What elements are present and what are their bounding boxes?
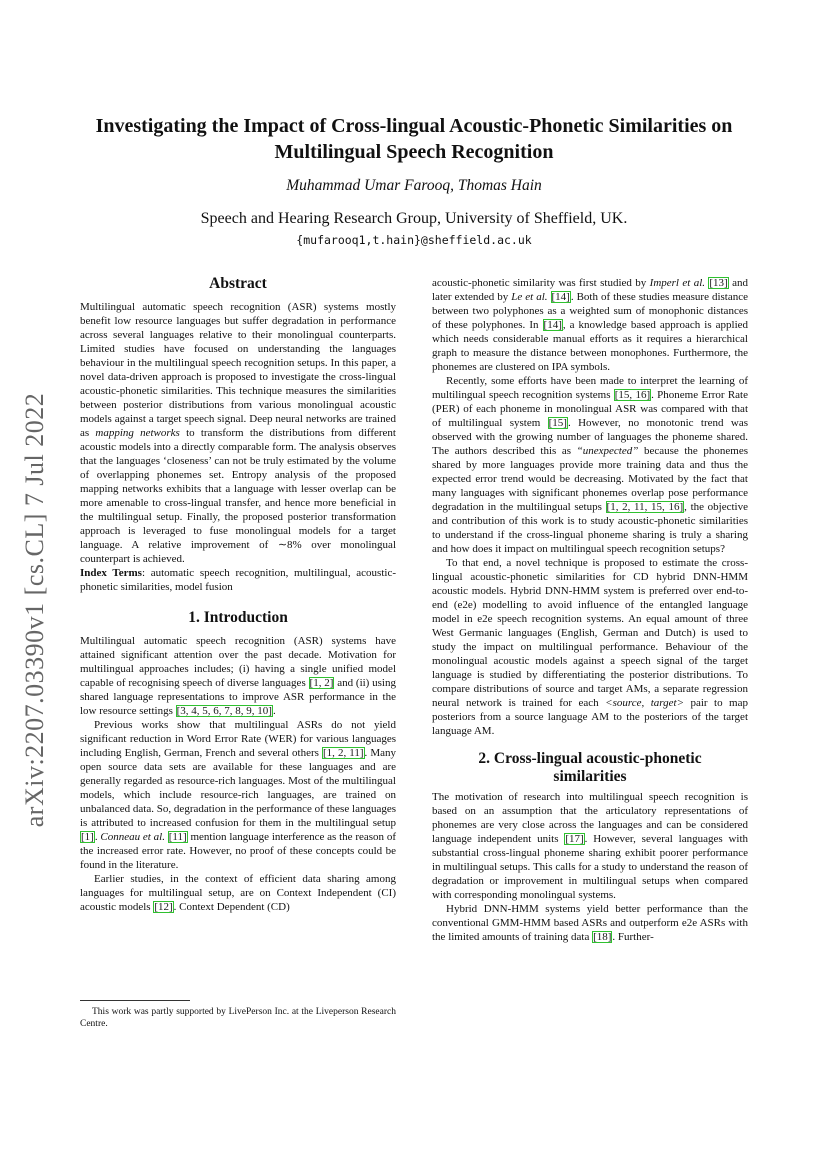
citation-link[interactable]: [15] — [548, 417, 567, 429]
citation-link[interactable]: [3, 4, 5, 6, 7, 8, 9, 10] — [176, 705, 272, 717]
abstract-text: Multilingual automatic speech recognition (ASR) systems mostly benefit low resource languages but suffer degradation in performance across several languages relative to their monolingual counterparts. Limited studies have focused on understanding the languages behaviour in the multilingual speech recognition setups. In this paper, a novel data-driven approach is proposed to investigate the cross-lingual acoustic-phonetic similarities. This technique measures the similarities between posterior distributions from various monolingual acoustic models against a target speech signal. Deep neural networks are trained as mapping networks to transform the distributions from different acoustic models into a directly comparable form. The analysis observes that the languages ‘closeness’ can not be truly estimated by the volume of overlapping phonemes set. Entropy analysis of the proposed mapping networks exhibits that a language with lesser overlap can be more amenable to cross-lingual transfer, and hence more beneficial in the multilingual setup. Finally, the proposed posterior transformation approach is leveraged to fuse monolingual models for a target language. A relative improvement of ∼8% over monolingual counterpart is achieved. — [80, 301, 396, 565]
author-email: {mufarooq1,t.hain}@sheffield.ac.uk — [296, 233, 532, 247]
section-2-heading: 2. Cross-lingual acoustic-phonetic similarities — [478, 750, 702, 785]
footnote-rule — [80, 1000, 190, 1001]
citation-link[interactable]: [11] — [168, 831, 187, 843]
citation-link[interactable]: [15, 16] — [614, 389, 651, 401]
citation-link[interactable]: [12] — [154, 901, 173, 913]
citation-link[interactable]: [1, 2, 11, 15, 16] — [606, 501, 684, 513]
paper-title: Investigating the Impact of Cross-lingual Acoustic-Phonetic Similarities on Multilingual Speech Recognition — [95, 115, 733, 163]
citation-link[interactable]: [14] — [543, 319, 562, 331]
citation-link[interactable]: [1] — [81, 831, 94, 843]
abstract-heading: Abstract — [209, 275, 267, 292]
section-2-paragraph-2: Hybrid DNN-HMM systems yield better performance than the conventional GMM-HMM based ASRs and outperform e2e ASRs with the limited amounts of training data [18]. Further- — [432, 903, 748, 943]
right-column — [432, 276, 748, 944]
intro-paragraph-1: Multilingual automatic speech recognition (ASR) systems have attained significant attention over the past decade. Motivation for multilingual approaches includes; (i) having a single unified model capable of recognising speech of diverse languages [1, 2] and (ii) using shared language representations to improve ASR performance in the low resource settings [3, 4, 5, 6, 7, 8, 9, 10]. — [80, 635, 396, 717]
arxiv-identifier: arXiv:2207.03390v1 [cs.CL] 7 Jul 2022 — [20, 392, 49, 828]
citation-link[interactable]: [1, 2, 11] — [322, 747, 364, 759]
citation-link[interactable]: [1, 2] — [309, 677, 334, 689]
intro-paragraph-3: Earlier studies, in the context of efficient data sharing among languages for multilingual setup, are on Context Independent (CI) acoustic models [12]. Context Dependent (CD) — [80, 873, 396, 913]
citation-link[interactable]: [17] — [565, 833, 584, 845]
right-paragraph-3: To that end, a novel technique is proposed to estimate the cross-lingual acoustic-phonetic similarities for CD hybrid DNN-HMM acoustic models. Hybrid DNN-HMM system is preferred over end-to-end (e2e) modelling to avoid influence of the entangled language model in e2e speech recognition systems. An equal amount of three West Germanic languages (English, German and Dutch) is used to study the impact on multilingual performance. Behaviour of the monolingual acoustic models against a speech signal of the target language is studied by differentiating the posterior distributions. To compare distributions of source and target AMs, a separate regression neural network is trained for each <source, target> pair to map posteriors from a source language AM to the posteriors of the target language AM. — [432, 557, 748, 737]
citation-link[interactable]: [13] — [709, 277, 728, 289]
section-2-paragraph-1: The motivation of research into multilingual speech recognition is based on an assumption that the articulatory representations of phonemes are very close across the languages and can be considered language independent units [17]. However, several languages with substantial cross-lingual phoneme sharing exhibit poorer performance in multilingual setups. This calls for a study to understand the reason of degradation or improvement in multilingual setups when compared with corresponding monolingual systems. — [432, 791, 749, 901]
arxiv-sidebar — [10, 380, 60, 840]
right-paragraph-2: Recently, some efforts have been made to interpret the learning of multilingual speech recognition systems [15, 16]. Phoneme Error Rate (PER) of each phoneme in monolingual ASR was compared with that of multilingual system [15]. However, no monotonic trend was observed with the growing number of languages the phoneme shared. The authors described this as “unexpected” because the phonemes shared by more languages provide more training data and thus the expected error trend would be decreasing. Motivated by the fact that many languages with significant phonemes overlap pose performance degradation in the multilingual setups [1, 2, 11, 15, 16], the objective and contribution of this work is to study acoustic-phonetic similarities to understand if the cross-lingual phoneme sharing is truly a sharing and how does it impact on multilingual speech recognition setups? — [432, 375, 748, 555]
citation-link[interactable]: [14] — [551, 291, 570, 303]
author-affiliation: Speech and Hearing Research Group, University of Sheffield, UK. — [200, 210, 628, 227]
index-terms: Index Terms: automatic speech recognition, multilingual, acoustic-phonetic similarities, model fusion — [80, 567, 396, 593]
right-paragraph-1: acoustic-phonetic similarity was first studied by Imperl et al. [13] and later extended by Le et al. [14]. Both of these studies measure distance between two polyphones as a weighted sum of monophonic distances of these polyphones. In [14], a knowledge based approach is applied which needs considerable manual efforts as it requires a hierarchical graph to measure the distance between monophones. Furthermore, the phonemes are clustered on IPA symbols. — [432, 277, 749, 373]
left-column — [80, 274, 396, 914]
intro-paragraph-2: Previous works show that multilingual ASRs do not yield significant reduction in Word Error Rate (WER) for various languages including English, German, French and several others [1, 2, 11]. Many open source data sets are available for these languages and are generally regarded as resource-rich languages. Most of the multilingual models, which include resource-rich languages, are trained on unbalanced data. So, degradation in the performance of these languages is attributed to increased confusion for them in the multilingual setup [1]. Conneau et al. [11] mention language interference as the reason of the increased error rate. However, no proof of these concepts could be found in the literature. — [80, 719, 397, 871]
citation-link[interactable]: [18] — [593, 931, 612, 943]
paper-authors: Muhammad Umar Farooq, Thomas Hain — [286, 177, 542, 194]
footnote: This work was partly supported by LivePerson Inc. at the Liveperson Research Centre. — [80, 1007, 396, 1029]
section-1-heading: 1. Introduction — [188, 609, 288, 626]
